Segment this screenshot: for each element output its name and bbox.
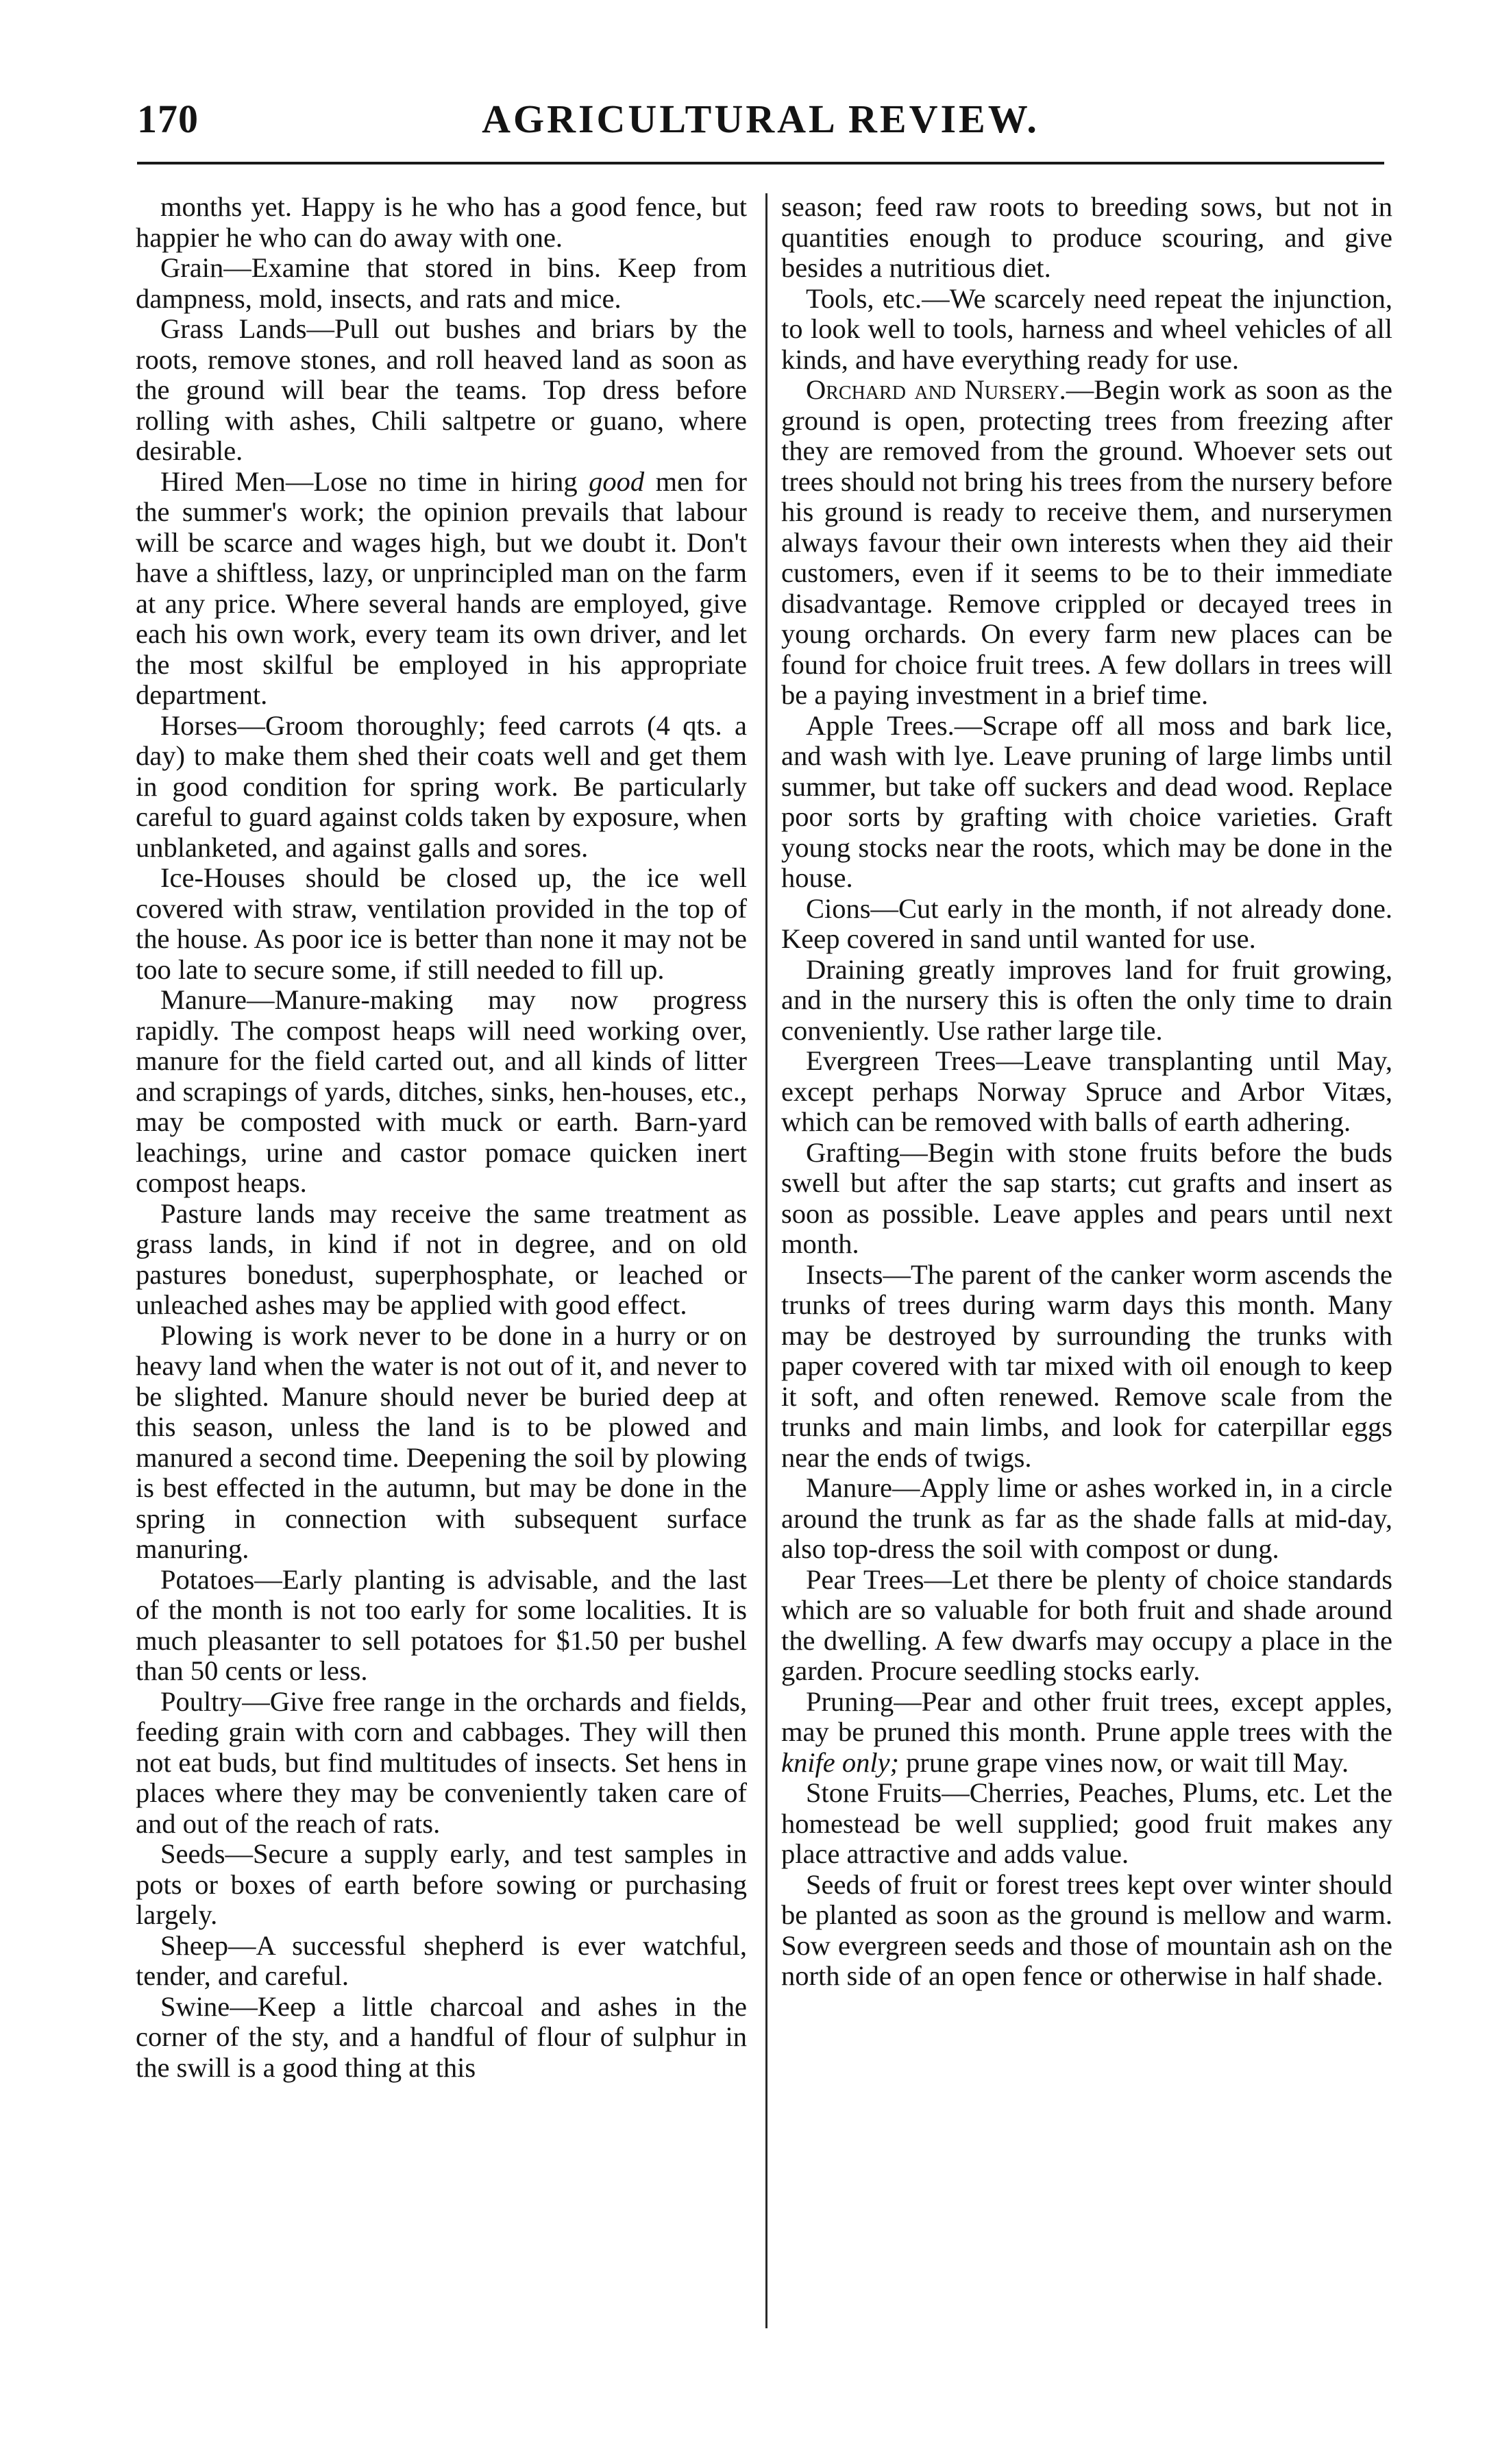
paragraph-text: —Begin work as soon as the ground is open, protecting trees from freezing after they are removed from the ground. Whoever sets out trees should not bring his trees from the nursery before his ground is ready to receive them, and nurserymen always favour their own interests when they aid their customers, even if it seems to be to their immediate disadvantage. Remove crippled or decayed trees in young orchards. On every farm new places can be found for choice fruit trees. A few dollars in trees will be a paying investment in a brief time. [781, 374, 1392, 710]
paragraph: Grafting—Begin with stone fruits before the buds swell but after the sap starts; cut grafts and insert as soon as possible. Leave apples and pears until next month. [781, 1136, 1392, 1259]
page-number: 170 [137, 97, 199, 141]
paragraph: Plowing is work never to be done in a hurry or on heavy land when the water is not out of it, and never to be slighted. Manure should never be buried deep at this season, unless the land is to be plowed and manured a second time. Deepening the soil by plowing is best effected in the autumn, but may be done in the spring in connection with subsequent surface manuring. [136, 1319, 747, 1564]
paragraph: Swine—Keep a little charcoal and ashes in the corner of the sty, and a handful of flour of sulphur in the swill is a good thing at this [136, 1990, 747, 2083]
paragraph: Sheep—A successful shepherd is ever watchful, tender, and careful. [136, 1929, 747, 1991]
paragraph-text: men for the summer's work; the opinion prevails that labour will be scarce and wages high, but we doubt it. Don't have a shiftless, lazy, or unprincipled man on the farm at any price. Where several hands are employed, give each his own work, every team its own driver, and let the most skilful be employed in his appropriate department. [136, 465, 748, 710]
paragraph: Draining greatly improves land for fruit growing, and in the nursery this is often the only time to drain conveniently. Use rather large tile. [781, 953, 1392, 1046]
paragraph: Potatoes—Early planting is advisable, and the last of the month is not too early for some localities. It is much pleasanter to sell potatoes for $1.50 per bushel than 50 cents or less. [136, 1563, 747, 1686]
paragraph: Stone Fruits—Cherries, Peaches, Plums, etc. Let the homestead be well supplied; good fruit makes any place attractive and adds value. [781, 1777, 1392, 1869]
paragraph: Grain—Examine that stored in bins. Keep from dampness, mold, insects, and rats and mice. [136, 252, 747, 314]
paragraph: Tools, etc.—We scarcely need repeat the injunction, to look well to tools, harness and wheel vehicles of all kinds, and have everything ready for use. [781, 282, 1392, 375]
paragraph-text: prune grape vines now, or wait till May. [899, 1746, 1349, 1778]
paragraph: Horses—Groom thoroughly; feed carrots (4 qts. a day) to make them shed their coats well and get them in good condition for spring work. Be particularly careful to guard against colds taken by exposure, when unblanketed, and against galls and sores. [136, 709, 747, 863]
column-divider [765, 193, 767, 2328]
paragraph: Pear Trees—Let there be plenty of choice standards which are so valuable for both fruit and shade around the dwelling. A few dwarfs may occupy a place in the garden. Procure seedling stocks early. [781, 1563, 1392, 1686]
page-header [137, 96, 1384, 151]
paragraph: Ice-Houses should be closed up, the ice well covered with straw, ventilation provided in the top of the house. As poor ice is better than none it may not be too late to secure some, if still needed to fill up. [136, 862, 747, 985]
paragraph: Seeds—Secure a supply early, and test samples in pots or boxes of earth before sowing or purchasing largely. [136, 1838, 747, 1930]
paragraph: Grass Lands—Pull out bushes and briars by the roots, remove stones, and roll heaved land as soon as the ground will bear the teams. Top dress before rolling with ashes, Chili saltpetre or guano, where desirable. [136, 313, 747, 466]
running-title: AGRICULTURAL REVIEW. [482, 97, 1040, 141]
paragraph: Cions—Cut early in the month, if not already done. Keep covered in sand until wanted for use. [781, 892, 1392, 954]
paragraph-text: Pruning—Pear and other fruit trees, except apples, may be pruned this month. Prune apple trees with the [781, 1685, 1392, 1747]
paragraph [781, 1687, 1392, 1779]
paragraph: Seeds of fruit or forest trees kept over winter should be planted as soon as the ground is mellow and warm. Sow evergreen seeds and those of mountain ash on the north side of an open fence or otherwise in half shade. [781, 1868, 1392, 1991]
paragraph: months yet. Happy is he who has a good fence, but happier he who can do away with one. [136, 191, 747, 253]
paragraph: Poultry—Give free range in the orchards and fields, feeding grain with corn and cabbages. They will then not eat buds, but find multitudes of insects. Set hens in places where they may be conveniently taken care of and out of the reach of rats. [136, 1685, 747, 1839]
paragraph: Apple Trees.—Scrape off all moss and bark lice, and wash with lye. Leave pruning of large limbs until summer, but take off suckers and dead wood. Replace poor sorts by grafting with choice varieties. Graft young stocks near the roots, which may be done in the house. [781, 709, 1392, 893]
emphasis-text: knife only; [781, 1746, 900, 1778]
paragraph-text: Hired Men—Lose no time in hiring [160, 465, 589, 497]
left-column [136, 192, 747, 2083]
emphasis-text: good [589, 465, 645, 497]
paragraph: Manure—Manure-making may now progress rapidly. The compost heaps will need working over, manure for the field carted out, and all kinds of litter and scrapings of yards, ditches, sinks, hen-houses, etc., may be composted with muck or earth. Barn-yard leachings, urine and castor pomace quicken inert compost heaps. [136, 984, 747, 1198]
right-column [781, 192, 1392, 1992]
paragraph [781, 375, 1392, 711]
paragraph: Evergreen Trees—Leave transplanting until May, except perhaps Norway Spruce and Arbor Vitæs, which can be removed with balls of earth adhering. [781, 1045, 1392, 1137]
paragraph: Pasture lands may receive the same treatment as grass lands, in kind if not in degree, and on old pastures bonedust, superphosphate, or leached or unleached ashes may be applied with good effect. [136, 1197, 747, 1320]
paragraph: season; feed raw roots to breeding sows, but not in quantities enough to produce scouring, and give besides a nutritious diet. [781, 191, 1392, 283]
paragraph: Insects—The parent of the canker worm ascends the trunks of trees during warm days this month. Many may be destroyed by surrounding the trunks with paper covered with tar mixed with oil enough to keep it soft, and often renewed. Remove scale from the trunks and main limbs, and look for caterpillar eggs near the ends of twigs. [781, 1258, 1392, 1473]
paragraph: Manure—Apply lime or ashes worked in, in a circle around the trunk as far as the shade falls at mid-day, also top-dress the soil with compost or dung. [781, 1472, 1392, 1564]
section-heading: Orchard and Nursery. [806, 374, 1066, 405]
paragraph [136, 467, 747, 711]
header-rule [137, 162, 1384, 164]
